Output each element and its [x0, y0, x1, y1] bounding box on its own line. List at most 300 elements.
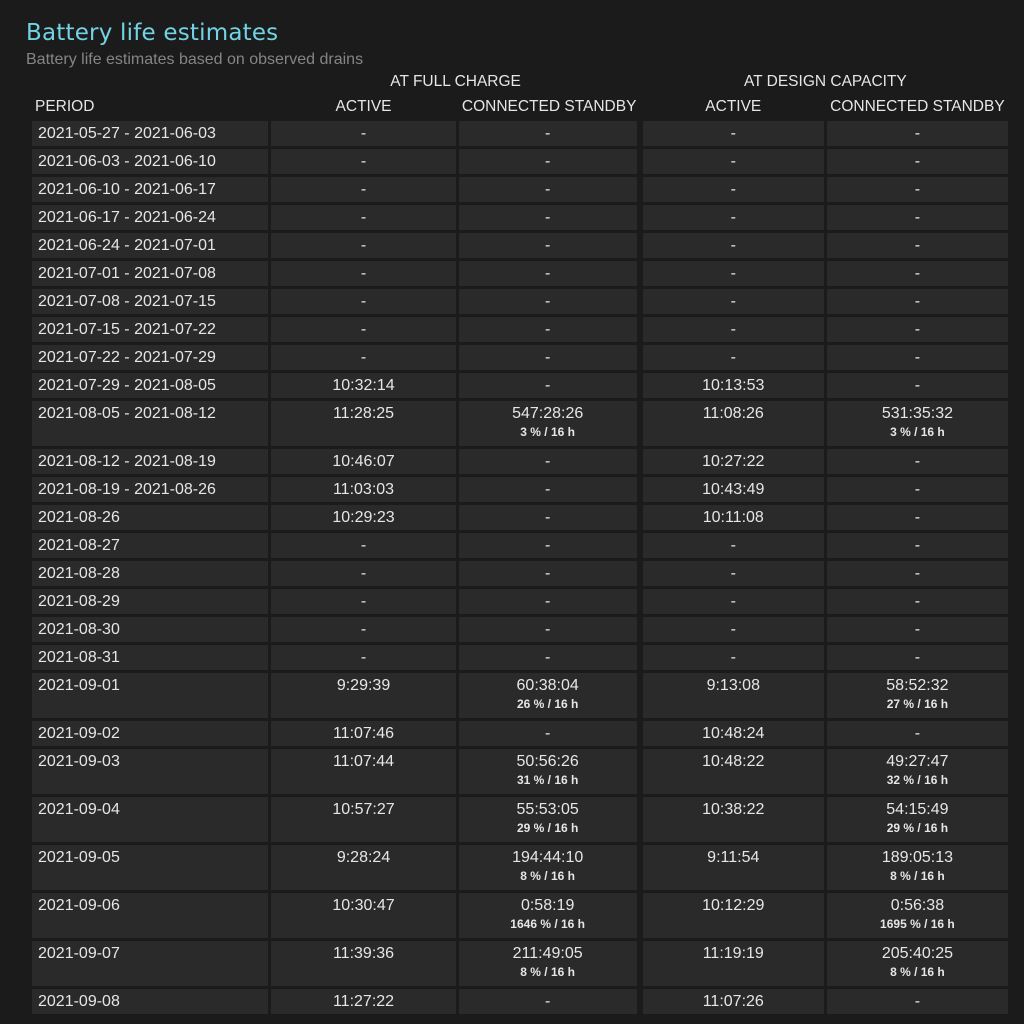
cell-design-active — [643, 373, 824, 398]
cell-period — [32, 673, 268, 718]
cell-full-standby-value: - — [544, 153, 551, 170]
cell-design-standby-value: - — [914, 993, 921, 1010]
cell-full-standby-value: - — [544, 621, 551, 638]
cell-full-standby-drain-rate: 31 % / 16 h — [516, 773, 579, 787]
cell-design-active — [643, 617, 824, 642]
cell-full-standby-value: - — [544, 321, 551, 338]
cell-design-standby-drain-rate: 27 % / 16 h — [886, 697, 949, 711]
cell-design-standby-drain-rate: 8 % / 16 h — [890, 869, 945, 883]
cell-design-active — [643, 261, 824, 286]
cell-full-active-value: 11:27:22 — [332, 993, 395, 1010]
cell-period — [32, 721, 268, 746]
table-row — [32, 121, 1008, 146]
cell-full-standby — [459, 749, 640, 794]
cell-full-standby-drain-rate: 1646 % / 16 h — [510, 917, 586, 931]
cell-period-value: 2021-09-01 — [38, 677, 120, 694]
cell-design-standby-value: - — [914, 293, 921, 310]
cell-full-active-value: - — [360, 265, 367, 282]
cell-design-active — [643, 893, 824, 938]
cell-full-standby — [459, 845, 640, 890]
cell-full-active-value: - — [360, 649, 367, 666]
cell-full-standby-drain-rate: 3 % / 16 h — [520, 425, 575, 439]
cell-design-standby-drain-rate: 3 % / 16 h — [890, 425, 945, 439]
cell-full-standby-value: - — [544, 293, 551, 310]
cell-design-standby-value: 189:05:13 — [881, 849, 953, 866]
cell-design-active-value: 10:38:22 — [702, 801, 765, 818]
cell-full-standby — [459, 317, 640, 342]
cell-design-standby — [827, 617, 1008, 642]
cell-full-standby — [459, 205, 640, 230]
cell-full-active — [271, 749, 455, 794]
cell-period-value: 2021-09-06 — [38, 897, 120, 914]
cell-full-standby — [459, 261, 640, 286]
cell-design-standby — [827, 177, 1008, 202]
cell-full-standby — [459, 345, 640, 370]
cell-design-active-value: - — [730, 349, 736, 366]
cell-period-value: 2021-08-12 - 2021-08-19 — [38, 453, 216, 470]
cell-design-active-value: 9:11:54 — [707, 849, 760, 866]
cell-design-standby — [827, 345, 1008, 370]
cell-design-standby — [827, 797, 1008, 842]
cell-full-standby — [459, 149, 640, 174]
cell-period-value: 2021-06-24 - 2021-07-01 — [38, 237, 216, 254]
cell-full-standby — [459, 645, 640, 670]
cell-design-standby-drain-rate: 32 % / 16 h — [886, 773, 949, 787]
table-row — [32, 149, 1008, 174]
column-header-row — [32, 96, 1008, 118]
cell-full-standby-value: - — [544, 349, 551, 366]
table-row — [32, 989, 1008, 1014]
cell-full-active-value: 11:39:36 — [332, 945, 395, 962]
cell-design-standby — [827, 589, 1008, 614]
table-row — [32, 673, 1008, 718]
cell-design-active — [643, 645, 824, 670]
cell-full-active — [271, 617, 455, 642]
cell-period-value: 2021-08-30 — [38, 621, 120, 638]
cell-design-active-value: - — [730, 237, 736, 254]
cell-design-active-value: 10:12:29 — [702, 897, 765, 914]
cell-period-value: 2021-09-03 — [38, 753, 120, 770]
cell-full-active-value: - — [360, 181, 367, 198]
cell-full-active-value: 10:32:14 — [332, 377, 395, 394]
cell-period-value: 2021-09-07 — [38, 945, 120, 962]
cell-full-standby-value: 60:38:04 — [516, 677, 579, 694]
cell-full-active — [271, 401, 455, 446]
cell-full-active-value: 9:29:39 — [336, 677, 391, 694]
cell-period-value: 2021-06-17 - 2021-06-24 — [38, 209, 216, 226]
table-body — [32, 121, 1008, 1014]
cell-period — [32, 645, 268, 670]
cell-design-standby-value: 54:15:49 — [886, 801, 949, 818]
cell-design-standby — [827, 941, 1008, 986]
cell-full-standby-value: - — [544, 481, 551, 498]
cell-full-standby — [459, 477, 640, 502]
cell-design-active-value: - — [730, 649, 736, 666]
cell-full-standby-value: - — [544, 509, 551, 526]
cell-design-active — [643, 673, 824, 718]
cell-design-standby — [827, 505, 1008, 530]
table-row — [32, 373, 1008, 398]
cell-design-standby-value: - — [914, 209, 921, 226]
cell-design-standby-value: - — [914, 153, 921, 170]
cell-period-value: 2021-09-04 — [38, 801, 120, 818]
cell-design-standby-value: - — [914, 377, 921, 394]
cell-period-value: 2021-08-27 — [38, 537, 120, 554]
cell-design-active — [643, 317, 824, 342]
cell-full-active — [271, 845, 455, 890]
cell-full-active — [271, 205, 455, 230]
cell-period — [32, 177, 268, 202]
cell-full-active — [271, 797, 455, 842]
cell-design-active-value: 11:19:19 — [702, 945, 764, 962]
cell-full-active-value: - — [360, 621, 367, 638]
cell-period — [32, 749, 268, 794]
cell-full-standby-drain-rate: 8 % / 16 h — [520, 869, 575, 883]
cell-design-standby — [827, 893, 1008, 938]
cell-design-active-value: - — [730, 565, 736, 582]
battery-life-table — [29, 68, 1011, 1017]
cell-full-standby-value: - — [544, 537, 551, 554]
cell-full-active — [271, 589, 455, 614]
cell-design-standby-value: - — [914, 537, 921, 554]
table-row — [32, 533, 1008, 558]
table-row — [32, 477, 1008, 502]
cell-period — [32, 205, 268, 230]
cell-full-standby-value: - — [544, 265, 551, 282]
cell-full-standby-value: - — [544, 593, 551, 610]
group-header-empty — [32, 71, 268, 93]
cell-design-active-value: 11:08:26 — [702, 405, 764, 422]
cell-full-active — [271, 893, 455, 938]
cell-design-active — [643, 289, 824, 314]
cell-design-active-value: - — [730, 621, 736, 638]
cell-period-value: 2021-06-10 - 2021-06-17 — [38, 181, 216, 198]
cell-design-standby-value: - — [914, 725, 921, 742]
section-subtitle: Battery life estimates based on observed drains — [26, 51, 364, 68]
cell-period-value: 2021-08-28 — [38, 565, 120, 582]
column-header-full-active: ACTIVE — [335, 98, 392, 115]
cell-design-active — [643, 345, 824, 370]
cell-design-standby-value: 205:40:25 — [881, 945, 953, 962]
table-row — [32, 317, 1008, 342]
cell-full-standby — [459, 373, 640, 398]
cell-design-active — [643, 989, 824, 1014]
table-row — [32, 893, 1008, 938]
cell-full-standby — [459, 673, 640, 718]
cell-design-standby-value: - — [914, 481, 921, 498]
table-row — [32, 289, 1008, 314]
cell-design-standby — [827, 845, 1008, 890]
cell-design-standby-drain-rate: 29 % / 16 h — [886, 821, 949, 835]
cell-period — [32, 261, 268, 286]
cell-design-active — [643, 121, 824, 146]
cell-design-active — [643, 845, 824, 890]
cell-period — [32, 989, 268, 1014]
table-row — [32, 617, 1008, 642]
cell-design-active — [643, 449, 824, 474]
cell-design-standby — [827, 401, 1008, 446]
cell-full-active — [271, 345, 455, 370]
cell-period-value: 2021-09-02 — [38, 725, 120, 742]
table-row — [32, 261, 1008, 286]
cell-full-standby — [459, 617, 640, 642]
cell-design-active — [643, 561, 824, 586]
cell-full-active — [271, 261, 455, 286]
cell-full-active-value: 11:28:25 — [332, 405, 395, 422]
cell-full-standby-drain-rate: 29 % / 16 h — [516, 821, 579, 835]
cell-design-standby-drain-rate: 8 % / 16 h — [890, 965, 945, 979]
cell-period-value: 2021-07-01 - 2021-07-08 — [38, 265, 216, 282]
cell-design-active — [643, 233, 824, 258]
cell-full-standby-value: - — [544, 565, 551, 582]
cell-full-active — [271, 477, 455, 502]
cell-full-standby — [459, 177, 640, 202]
cell-full-standby — [459, 893, 640, 938]
cell-design-standby-value: 58:52:32 — [886, 677, 949, 694]
table-row — [32, 233, 1008, 258]
cell-full-standby-value: 50:56:26 — [516, 753, 579, 770]
table-row — [32, 561, 1008, 586]
cell-design-active-value: 11:07:26 — [702, 993, 764, 1010]
cell-period-value: 2021-09-05 — [38, 849, 120, 866]
cell-full-active-value: 10:30:47 — [332, 897, 395, 914]
cell-full-standby — [459, 589, 640, 614]
cell-design-standby-value: - — [914, 125, 921, 142]
cell-design-standby-value: 49:27:47 — [886, 753, 949, 770]
cell-design-active — [643, 177, 824, 202]
cell-full-active-value: 10:46:07 — [332, 453, 395, 470]
cell-design-active-value: 10:48:22 — [702, 753, 765, 770]
cell-full-active — [271, 449, 455, 474]
group-header-row — [32, 71, 1008, 93]
cell-full-active-value: 10:29:23 — [332, 509, 395, 526]
cell-design-standby-value: - — [914, 181, 921, 198]
cell-design-standby-value: - — [914, 321, 921, 338]
cell-design-active-value: 10:27:22 — [702, 453, 765, 470]
cell-period-value: 2021-08-29 — [38, 593, 120, 610]
cell-design-active — [643, 721, 824, 746]
cell-design-active — [643, 149, 824, 174]
cell-period-value: 2021-07-29 - 2021-08-05 — [38, 377, 216, 394]
cell-design-standby — [827, 645, 1008, 670]
cell-full-standby-drain-rate: 26 % / 16 h — [516, 697, 579, 711]
cell-design-standby-value: - — [914, 453, 921, 470]
cell-design-active-value: - — [730, 209, 736, 226]
cell-design-active — [643, 749, 824, 794]
table-row — [32, 205, 1008, 230]
group-header-design-capacity: AT DESIGN CAPACITY — [743, 73, 907, 90]
section-title: Battery life estimates — [26, 20, 279, 46]
cell-period-value: 2021-09-08 — [38, 993, 120, 1010]
cell-design-standby-value: - — [914, 565, 921, 582]
cell-full-standby — [459, 721, 640, 746]
cell-full-standby-value: 55:53:05 — [516, 801, 579, 818]
cell-design-standby — [827, 673, 1008, 718]
column-header-design-standby: CONNECTED STANDBY — [830, 98, 1005, 115]
cell-full-standby-value: 194:44:10 — [512, 849, 584, 866]
cell-full-standby — [459, 401, 640, 446]
cell-full-active-value: 10:57:27 — [332, 801, 395, 818]
cell-period-value: 2021-07-08 - 2021-07-15 — [38, 293, 216, 310]
cell-full-active-value: 11:07:44 — [332, 753, 395, 770]
cell-period — [32, 345, 268, 370]
table-row — [32, 941, 1008, 986]
cell-full-active — [271, 177, 455, 202]
cell-full-active — [271, 561, 455, 586]
cell-design-standby — [827, 721, 1008, 746]
cell-design-active — [643, 589, 824, 614]
cell-design-standby-value: - — [914, 621, 921, 638]
cell-period — [32, 449, 268, 474]
cell-full-standby — [459, 449, 640, 474]
cell-design-standby — [827, 121, 1008, 146]
group-header-full-charge: AT FULL CHARGE — [390, 73, 521, 90]
cell-full-active-value: - — [360, 593, 367, 610]
cell-full-active — [271, 533, 455, 558]
cell-period-value: 2021-08-19 - 2021-08-26 — [38, 481, 216, 498]
cell-period-value: 2021-07-22 - 2021-07-29 — [38, 349, 216, 366]
column-header-period: PERIOD — [35, 98, 95, 115]
cell-period — [32, 121, 268, 146]
cell-full-active — [271, 673, 455, 718]
cell-full-standby — [459, 233, 640, 258]
cell-full-active — [271, 721, 455, 746]
cell-design-active — [643, 941, 824, 986]
cell-period — [32, 373, 268, 398]
cell-design-active-value: - — [730, 537, 736, 554]
cell-design-active-value: 10:48:24 — [702, 725, 765, 742]
cell-design-active — [643, 533, 824, 558]
cell-design-active — [643, 797, 824, 842]
cell-full-active — [271, 121, 455, 146]
cell-design-active-value: - — [730, 265, 736, 282]
cell-full-active-value: - — [360, 209, 367, 226]
cell-design-active-value: - — [730, 125, 736, 142]
cell-design-standby — [827, 289, 1008, 314]
table-row — [32, 721, 1008, 746]
cell-full-active — [271, 149, 455, 174]
cell-full-standby — [459, 121, 640, 146]
cell-full-standby-value: - — [544, 453, 551, 470]
cell-design-active — [643, 505, 824, 530]
cell-full-standby-value: 547:28:26 — [512, 405, 584, 422]
table-row — [32, 505, 1008, 530]
table-row — [32, 449, 1008, 474]
cell-full-active — [271, 505, 455, 530]
column-header-full-standby: CONNECTED STANDBY — [461, 98, 637, 115]
cell-full-active-value: - — [360, 565, 367, 582]
cell-full-standby-value: - — [544, 209, 551, 226]
cell-full-standby-value: - — [544, 993, 551, 1010]
cell-full-standby-value: 211:49:05 — [512, 945, 583, 962]
cell-period — [32, 617, 268, 642]
cell-full-active-value: - — [360, 153, 367, 170]
cell-period — [32, 893, 268, 938]
cell-full-active-value: - — [360, 237, 367, 254]
table-row — [32, 589, 1008, 614]
cell-design-standby — [827, 533, 1008, 558]
cell-full-active-value: 9:28:24 — [336, 849, 391, 866]
cell-design-standby-drain-rate: 1695 % / 16 h — [880, 917, 955, 931]
cell-design-active-value: - — [730, 181, 736, 198]
cell-design-standby-value: - — [914, 649, 921, 666]
cell-period-value: 2021-05-27 - 2021-06-03 — [38, 125, 216, 142]
cell-period — [32, 477, 268, 502]
cell-design-standby — [827, 373, 1008, 398]
cell-period — [32, 941, 268, 986]
cell-full-active-value: 11:07:46 — [332, 725, 395, 742]
cell-design-standby-value: 0:56:38 — [890, 897, 945, 914]
cell-design-active-value: 10:13:53 — [702, 377, 765, 394]
table-row — [32, 645, 1008, 670]
cell-design-active-value: 10:43:49 — [702, 481, 765, 498]
column-header-design-active: ACTIVE — [705, 98, 762, 115]
cell-design-standby — [827, 233, 1008, 258]
cell-full-active — [271, 645, 455, 670]
cell-design-active-value: 10:11:08 — [702, 509, 764, 526]
cell-period-value: 2021-06-03 - 2021-06-10 — [38, 153, 216, 170]
cell-full-standby — [459, 289, 640, 314]
cell-full-standby-drain-rate: 8 % / 16 h — [520, 965, 575, 979]
cell-full-active-value: - — [360, 349, 367, 366]
table-row — [32, 845, 1008, 890]
table-row — [32, 177, 1008, 202]
cell-full-active-value: - — [360, 125, 367, 142]
cell-full-active-value: - — [360, 321, 367, 338]
cell-design-active-value: - — [730, 293, 736, 310]
cell-full-standby-value: - — [544, 181, 551, 198]
cell-design-standby-value: - — [914, 237, 921, 254]
cell-full-active — [271, 989, 455, 1014]
cell-design-standby-value: - — [914, 265, 921, 282]
cell-design-active — [643, 477, 824, 502]
cell-full-standby — [459, 533, 640, 558]
cell-full-active-value: - — [360, 537, 367, 554]
cell-period-value: 2021-08-26 — [38, 509, 120, 526]
cell-design-standby — [827, 561, 1008, 586]
cell-period — [32, 561, 268, 586]
cell-design-standby — [827, 989, 1008, 1014]
cell-period — [32, 533, 268, 558]
cell-full-standby-value: 0:58:19 — [520, 897, 575, 914]
cell-full-standby — [459, 989, 640, 1014]
cell-period — [32, 797, 268, 842]
cell-period — [32, 589, 268, 614]
cell-full-active-value: 11:03:03 — [332, 481, 395, 498]
cell-design-standby — [827, 749, 1008, 794]
cell-design-standby-value: - — [914, 509, 921, 526]
cell-full-active — [271, 941, 455, 986]
cell-full-standby-value: - — [544, 377, 551, 394]
cell-design-standby-value: - — [914, 349, 921, 366]
cell-period-value: 2021-08-05 - 2021-08-12 — [38, 405, 216, 422]
cell-full-active — [271, 317, 455, 342]
cell-design-active-value: - — [730, 153, 736, 170]
cell-full-standby — [459, 797, 640, 842]
cell-full-standby — [459, 941, 640, 986]
cell-period — [32, 149, 268, 174]
table-row — [32, 797, 1008, 842]
cell-full-standby-value: - — [544, 125, 551, 142]
cell-design-active — [643, 205, 824, 230]
table-row — [32, 345, 1008, 370]
table-row — [32, 749, 1008, 794]
cell-full-standby — [459, 561, 640, 586]
cell-full-active — [271, 373, 455, 398]
cell-design-standby-value: 531:35:32 — [881, 405, 953, 422]
cell-design-standby — [827, 317, 1008, 342]
cell-design-active-value: - — [730, 593, 736, 610]
